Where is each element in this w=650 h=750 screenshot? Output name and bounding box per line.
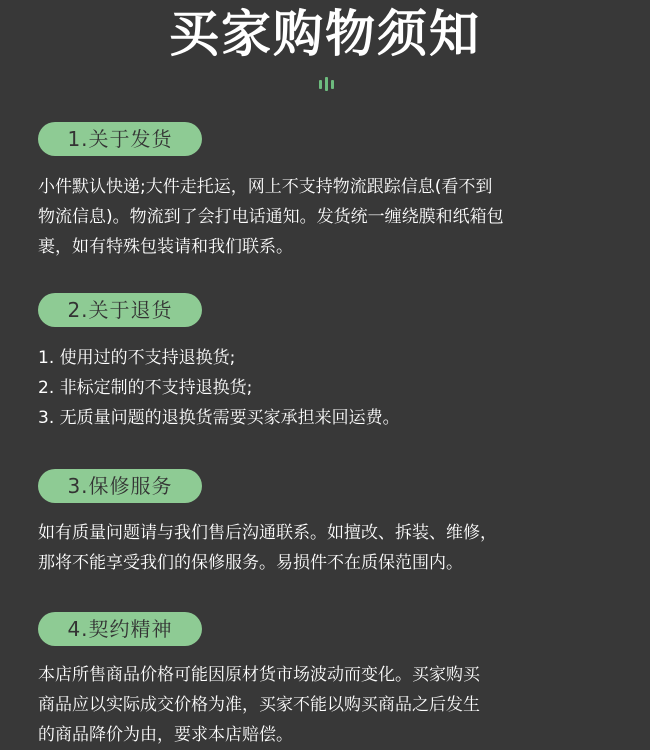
list-item: 2. 非标定制的不支持退换货; <box>38 378 253 398</box>
page-title: 买家购物须知 <box>169 5 481 63</box>
equalizer-bars-icon <box>314 76 338 92</box>
body-line: 那将不能享受我们的保修服务。易损件不在质保范围内。 <box>38 553 463 573</box>
body-line: 的商品降价为由，要求本店赔偿。 <box>38 725 293 745</box>
list-item: 3. 无质量问题的退换货需要买家承担来回运费。 <box>38 408 400 428</box>
section-heading-contract: 4.契约精神 <box>38 612 202 646</box>
body-line: 本店所售商品价格可能因原材货市场波动而变化。买家购买 <box>38 665 480 685</box>
body-line: 小件默认快递;大件走托运，网上不支持物流跟踪信息(看不到 <box>38 177 493 197</box>
section-heading-shipping: 1.关于发货 <box>38 122 202 156</box>
section-heading-returns: 2.关于退货 <box>38 293 202 327</box>
body-line: 物流信息)。物流到了会打电话通知。发货统一缠绕膜和纸箱包 <box>38 207 504 227</box>
section-body-contract <box>38 660 638 750</box>
section-heading-warranty: 3.保修服务 <box>38 469 202 503</box>
body-line: 商品应以实际成交价格为准，买家不能以购买商品之后发生 <box>38 695 480 715</box>
body-line: 如有质量问题请与我们售后沟通联系。如擅改、拆装、维修， <box>38 523 497 543</box>
section-body-returns <box>38 343 638 433</box>
list-item: 1. 使用过的不支持退换货; <box>38 348 236 368</box>
section-body-shipping <box>38 172 638 262</box>
section-body-warranty <box>38 518 638 578</box>
body-line: 裹，如有特殊包装请和我们联系。 <box>38 237 293 257</box>
